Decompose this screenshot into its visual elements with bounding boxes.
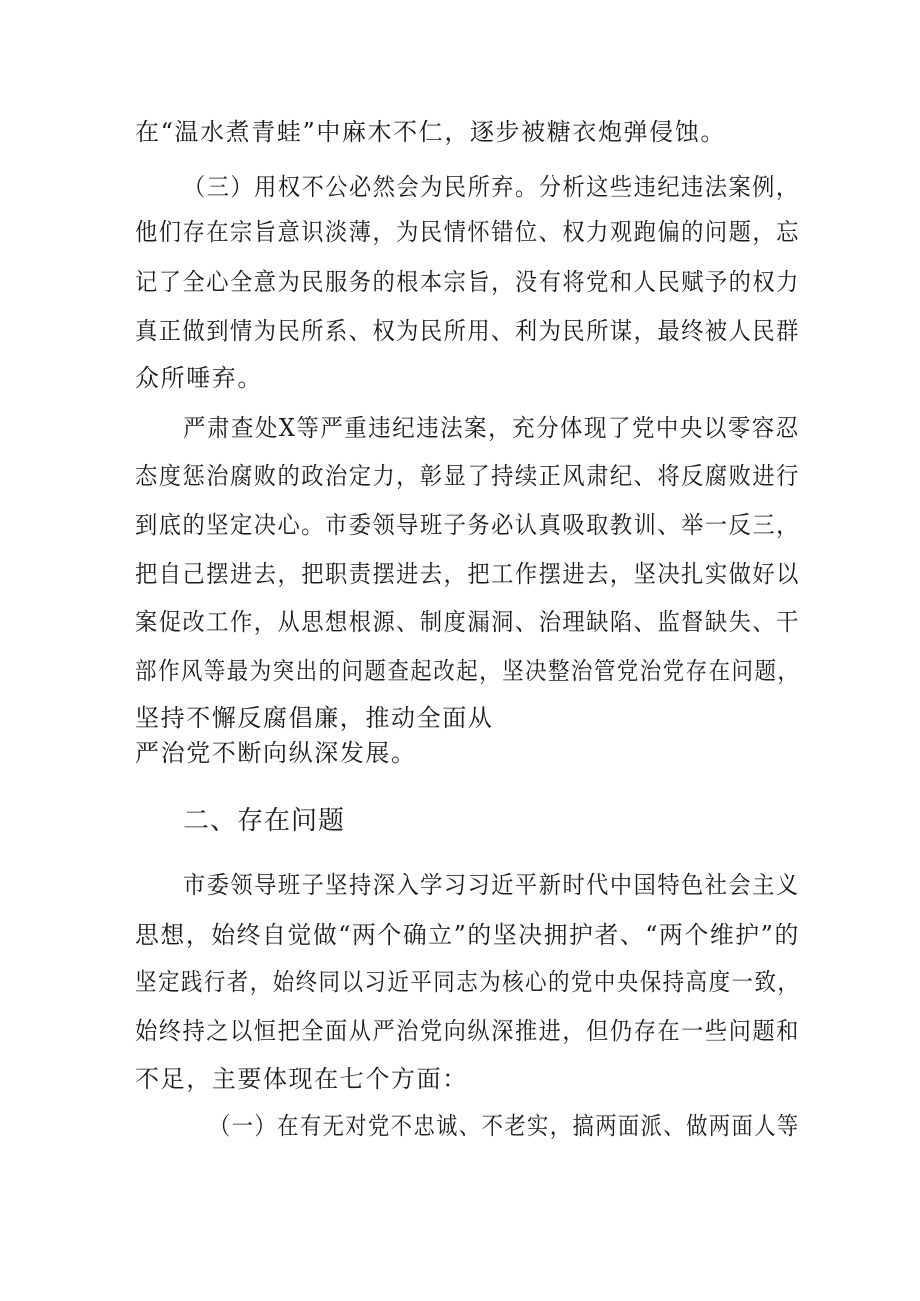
text-line: 真正做到情为民所系、权为民所用、利为民所谋，最终被人民群 <box>135 317 800 345</box>
text-line: 始终持之以恒把全面从严治党向纵深推进，但仍存在一些问题和 <box>135 1017 800 1045</box>
text-line: 在“温水煮青蛙”中麻木不仁，逐步被糖衣炮弹侵蚀。 <box>135 118 726 146</box>
text-line: 严治党不断向纵深发展。 <box>135 739 417 767</box>
text-line: 案促改工作，从思想根源、制度漏洞、治理缺陷、监督缺失、干 <box>135 608 800 636</box>
text-line: 市委领导班子坚持深入学习习近平新时代中国特色社会主义 <box>183 871 800 899</box>
text-line: （三）用权不公必然会为民所弃。分析这些违纪违法案例， <box>183 173 800 201</box>
text-line: 严肃查处X等严重违纪违法案，充分体现了党中央以零容忍 <box>183 414 800 442</box>
text-line: 坚定践行者，始终同以习近平同志为核心的党中央保持高度一致， <box>135 968 801 996</box>
text-line: 把自己摆进去，把职责摆进去，把工作摆进去，坚决扎实做好以 <box>135 560 800 588</box>
text-line: 部作风等最为突出的问题查起改起，坚决整治管党治党存在问题， <box>135 657 801 685</box>
text-line: 不足，主要体现在七个方面： <box>135 1065 468 1093</box>
text-line: 他们存在宗旨意识淡薄，为民情怀错位、权力观跑偏的问题，忘 <box>135 218 800 246</box>
text-line: 坚持不懈反腐倡廉，推动全面从 <box>135 704 494 732</box>
text-line: 态度惩治腐败的政治定力，彰显了持续正风肃纪、将反腐败进行 <box>135 462 800 490</box>
text-line: 众所唾弃。 <box>135 364 263 392</box>
text-line: （一）在有无对党不忠诚、不老实，搞两面派、做两面人等 <box>209 1112 800 1140</box>
text-line: 思想，始终自觉做“两个确立”的坚决拥护者、“两个维护”的 <box>135 921 800 949</box>
section-heading: 二、存在问题 <box>183 806 346 836</box>
text-line: 到底的坚定决心。市委领导班子务必认真吸取教训、举一反三， <box>135 511 800 539</box>
text-line: 记了全心全意为民服务的根本宗旨，没有将党和人民赋予的权力 <box>135 268 800 296</box>
